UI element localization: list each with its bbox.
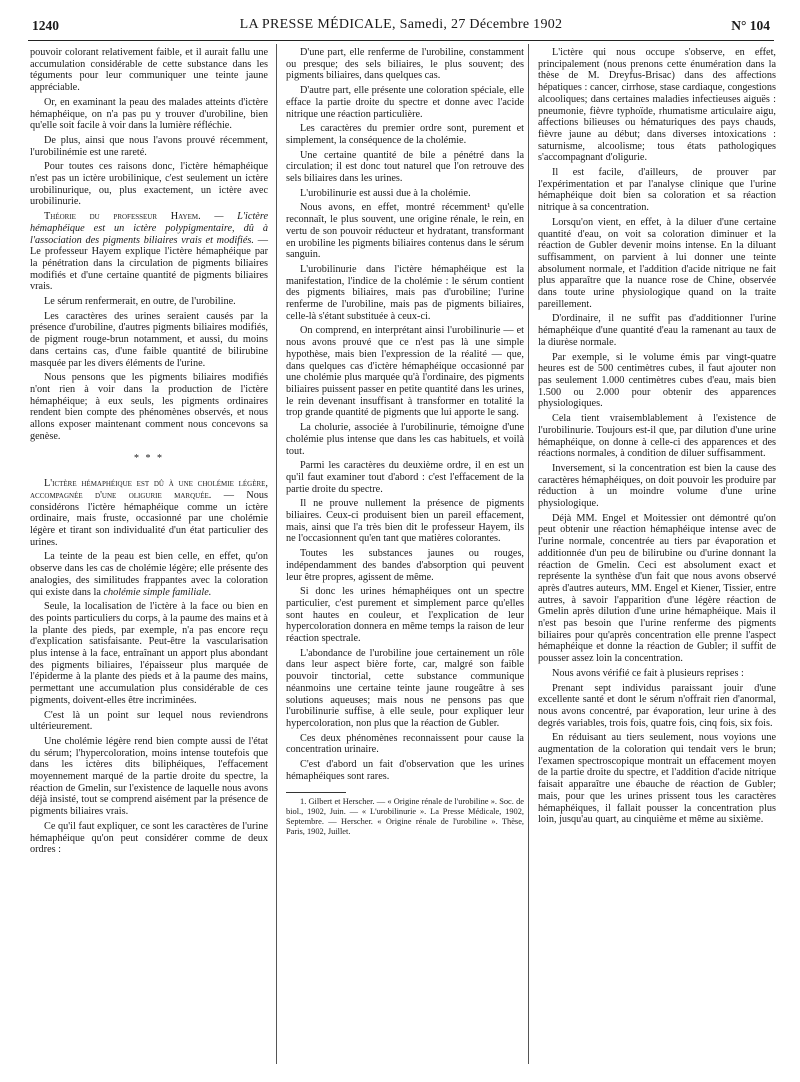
paragraph: La cholurie, associée à l'urobilinurie, témoigne d'une cholémie plus intense que dans les cas habituels, et voilà tout. <box>286 422 524 457</box>
paragraph: Les caractères des urines seraient causés par la présence d'urobiline, d'autres pigments biliaires modifiés, de pigment rouge-brun notamment, et aussi, du moins dans certains cas, d'une faible quantité de bilirubine masquée par les divers éléments de l'urine. <box>30 310 268 369</box>
paragraph: L'urobilinurie dans l'ictère hémaphéique est la manifestation, l'indice de la cholémie : le sérum contient des pigments biliaires, mais pas d'urobiline; l'urine renferme de l'urobiline, mais pas de pigments biliaires, celle-là s'étant substituée à ceux-ci. <box>286 263 524 322</box>
paragraph: Or, en examinant la peau des malades atteints d'ictère hémaphéique, on n'a pas pu y trouver d'urobiline, bien qu'elle soit facile à voir dans la lumière réfléchie. <box>30 96 268 132</box>
paragraph: Par exemple, si le volume émis par vingt-quatre heures est de 500 centimètres cubes, il faut ajouter non pas seulement 1.000 centimètres cubes d'eau, mais bien 1.500 ou 2.000 pour obtenir des apparences physiologiques. <box>538 351 776 410</box>
section-hayem <box>30 211 268 293</box>
section-heading: L'ictère hémaphéique est dû à une cholémie légère, accompagnée d'une oligurie marquée. <box>30 478 268 501</box>
paragraph: Cela tient vraisemblablement à l'existence de l'urobilinurie. Toujours est-il que, par dilution d'une urine hémaphéique, on donne à celle-ci des apparences et des réactions normales, à condition de diluer suffisamment. <box>538 413 776 460</box>
section-heading: Théorie du professeur Hayem. <box>44 211 201 223</box>
paragraph: Il est facile, d'ailleurs, de prouver par l'expérimentation et par l'analyse clinique que l'urine hémaphéique doit bien sa coloration et sa réaction nitrique à sa concentration. <box>538 167 776 214</box>
paragraph: D'une part, elle renferme de l'urobiline, constamment ou presque; des sels biliaires, le plus souvent; des pigments biliaires, dans quelques cas. <box>286 47 524 82</box>
column-2 <box>286 47 524 840</box>
paragraph: Ces deux phénomènes reconnaissent pour cause la concentration urinaire. <box>286 732 524 756</box>
paragraph: D'ordinaire, il ne suffit pas d'additionner l'urine hémaphéique d'une quantité d'eau la ramenant au taux de la diurèse normale. <box>538 313 776 348</box>
paragraph: C'est d'abord un fait d'observation que les urines hémaphéiques sont rares. <box>286 759 524 782</box>
paragraph: Les caractères du premier ordre sont, purement et simplement, la conséquence de la cholémie. <box>286 123 524 146</box>
section-thesis: — L'ictère hémaphéique est un ictère polypigmentaire, dû à l'association des pigments biliaires vrais et modifiés. <box>30 211 268 246</box>
paragraph: C'est là un point sur lequel nous reviendrons ultérieurement. <box>30 709 268 733</box>
paragraph: Lorsqu'on vient, en effet, à la diluer d'une certaine quantité d'eau, on voit sa coloration diminuer et la réaction de Gubler devenir moins intense. En la diluant suffisamment, on parvient à lui donner une teinte absolument normale, et l'addition d'acide nitrique ne fait plus apparaître que la nuance rose de Chine, observée dans toute urine physiologique quand on la traite pareillement. <box>538 216 776 310</box>
section-cholemie <box>30 478 268 548</box>
section-text: — Nous considérons l'ictère hémaphéique comme un ictère ordinaire, mais fruste, occasionné par une cholémie légère et tirant son individualité d'un état particulier des urines. <box>30 489 268 548</box>
paragraph <box>30 551 268 598</box>
footnote: 1. Gilbert et Herscher. — « Origine rénale de l'urobiline ». Soc. de biol., 1902, Juin. — « L'urobilinurie ». La Presse Médicale, 1902, Septembre. — Herscher. « Origine rénale de l'urobiline ». Thèse, Paris, 1902, Juillet. <box>286 797 524 836</box>
paragraph: L'ictère qui nous occupe s'observe, en effet, principalement (nous prenons cette énumération dans la thèse de M. Dreyfus-Brisac) dans des affections hépatiques : cancer, cirrhose, stase cardiaque, congestions alcooliques; dans certaines maladies infectieuses aiguës : pneumonie, fièvre typhoïde, rhumatisme articulaire aigu, affections bilieuses ou hématuriques des pays chauds, fièvre jaune au début; dans diverses intoxications : saturnisme, alcoolisme; tous états pathologiques s'accompagnant d'oligurie. <box>538 47 776 164</box>
paragraph: Il ne prouve nullement la présence de pigments biliaires. Ceux-ci produisent bien un pareil effacement, mais, ainsi que l'a très bien dit le professeur Hayem, ils ne l'occasionnent qu'en tant que matières colorantes. <box>286 498 524 545</box>
paragraph: L'abondance de l'urobiline joue certainement un rôle dans leur aspect bière forte, car, malgré son faible pouvoir tinctorial, cette substance communique néanmoins une certaine teinte jaune rougeâtre à ses solutions aqueuses; mais nous ne pensons pas que l'urobilinurie suffise, à elle seule, pour expliquer leur hypercoloration, non plus que la réaction de Gubler. <box>286 647 524 729</box>
paragraph: En réduisant au tiers seulement, nous voyions une augmentation de la coloration qui tendait vers le brun; l'examen spectroscopique montrait un effacement moyen de la partie droite du spectre, et l'addition d'acide nitrique faisait apparaître une ébauche de réaction de Gubler; mais, pour que les urines prissent tous les caractères hémaphéiques, il fallait pousser la concentration plus loin, jusqu'au quart, au cinquième et même au sixième. <box>538 732 776 826</box>
paragraph: Prenant sept individus paraissant jouir d'une excellente santé et dont le sérum n'offrait rien d'anormal, nous avons concentré, par évaporation, leur urine à des degrés variables, trois fois, quatre fois, cinq fois, six fois. <box>538 682 776 729</box>
paragraph: pouvoir colorant relativement faible, et il aurait fallu une accumulation considérable de cette substance dans les téguments pour leur communiquer une teinte jaune appréciable. <box>30 47 268 94</box>
paragraph: Toutes les substances jaunes ou rouges, indépendamment des bandes d'absorption qui peuvent leur être propres, agissent de même. <box>286 548 524 583</box>
paragraph: Si donc les urines hémaphéiques ont un spectre particulier, c'est purement et simplement parce qu'elles sont hautes en couleur, et l'explication de leur hypercoloration donnera en même temps la raison de leur réaction spectrale. <box>286 586 524 645</box>
section-separator: * * * <box>134 452 164 464</box>
section-text: — Le professeur Hayem explique l'ictère hémaphéique par la pénétration dans la circulation de pigments biliaires modifiés et d'une certaine quantité de pigments biliaires vrais. <box>30 234 268 293</box>
paragraph: Déjà MM. Engel et Moitessier ont démontré qu'on peut obtenir une réaction hémaphéique intense avec de l'urine normale, concentrée au tiers par évaporation et additionnée d'un peu de bilirubine ou d'urine donnant la réaction de Gmelin. Ceci est absolument exact et représente la synthèse d'un fait que nous avons observé après d'autres auteurs, MM. Engel et Kiener, Tissier, entre autres, à savoir l'apparition d'une légère réaction de Gmelin après dilution d'une urine hémaphéique. Mais il n'est pas besoin que l'urine renferme des pigments biliaires pour qu'après concentration elle prenne l'aspect hémaphéique et donne la réaction de Gubler; il suffit de pousser assez loin la concentration. <box>538 512 776 665</box>
column-divider <box>528 44 529 1064</box>
paragraph: De plus, ainsi que nous l'avons prouvé récemment, l'urobilinémie est une rareté. <box>30 134 268 158</box>
paragraph: L'urobilinurie est aussi due à la cholémie. <box>300 187 471 199</box>
paragraph-text: La teinte de la peau est bien celle, en effet, qu'on observe dans les cas de cholémie légère; elle présente des analogies, des similitudes frappantes avec la coloration qui existe dans la <box>30 551 268 598</box>
emphasis: cholémie simple familiale. <box>103 586 212 598</box>
column-divider <box>276 44 277 1064</box>
page-header <box>28 14 774 41</box>
paragraph: Une cholémie légère rend bien compte aussi de l'état du sérum; l'hypercoloration, moins intense toutefois que dans les ictères dits biliphéiques, l'effacement moyennement marqué de la partie droite du spectre, la réaction de Gmelin, sur l'existence de laquelle nous avons déjà insisté, tout se comprend aisément par la présence de pigments biliaires vrais. <box>30 735 268 818</box>
paragraph: Nous pensons que les pigments biliaires modifiés n'ont rien à voir dans la production de l'ictère hémaphéique; à eux seuls, les pigments ordinaires rendent bien compte des phénomènes observés, et nous allons exposer maintenant comment nous concevons sa genèse. <box>30 372 268 442</box>
paragraph: Pour toutes ces raisons donc, l'ictère hémaphéique n'est pas un ictère urobilinique, c'est seulement un ictère urobilinurique, ou, plus exactement, un ictère avec urobilinurie. <box>30 161 268 208</box>
column-1 <box>30 47 268 859</box>
paragraph: Le sérum renfermerait, en outre, de l'urobiline. <box>44 296 236 308</box>
footnote-rule <box>286 792 346 793</box>
paragraph: D'autre part, elle présente une coloration spéciale, elle efface la partie droite du spectre et donne avec l'acide nitrique une réaction particulière. <box>286 85 524 120</box>
column-3 <box>538 47 776 829</box>
paragraph: On comprend, en interprétant ainsi l'urobilinurie — et nous avons prouvé que ce n'est pas là une simple hypothèse, mais bien l'expression de la réalité — que, dans quelques cas d'ictère hémaphéique occasionné par une cholémie plus marquée qu'à l'ordinaire, des pigments biliaires puissent passer en petite quantité dans les urines, le rein devenant insuffisant à transformer en totalité la trop grande quantité de pigments que lui apporte le sang. <box>286 325 524 419</box>
paragraph: Seule, la localisation de l'ictère à la face ou bien en des points particuliers du corps, à la paume des mains et à la plante des pieds, par exemple, n'a pas encore reçu d'explication satisfaisante. Peut-être la vascularisation plus intense à la face, entraînant un apport plus abondant des pigments biliaires, l'épaisseur plus marquée de l'épiderme à la plante des pieds et à la paume des mains, permettant une accumulation plus considérable de ces pigments, doivent-elles être incriminées. <box>30 601 268 706</box>
paragraph: Nous avons vérifié ce fait à plusieurs reprises : <box>552 667 744 679</box>
page-number: 1240 <box>32 18 59 33</box>
journal-title: LA PRESSE MÉDICALE, Samedi, 27 Décembre 1902 <box>239 17 563 32</box>
paragraph: Nous avons, en effet, montré récemment¹ qu'elle reconnaît, le plus souvent, une origine rénale, le rein, en vertu de son pouvoir réducteur et hydratant, transformant en urobiline les pigments biliaires contenus dans le sérum sanguin. <box>286 202 524 261</box>
issue-number: N° 104 <box>731 18 770 33</box>
paragraph: Inversement, si la concentration est bien la cause des caractères hémaphéiques, on doit pouvoir les produire par réduction à un moindre volume d'une urine physiologique. <box>538 462 776 510</box>
paragraph: Parmi les caractères du deuxième ordre, il en est un qu'il faut examiner tout d'abord : c'est l'effacement de la partie droite du spectre. <box>286 460 524 495</box>
paragraph: Ce qu'il faut expliquer, ce sont les caractères de l'urine hémaphéique qu'on peut considérer comme de deux ordres : <box>30 820 268 856</box>
paragraph: Une certaine quantité de bile a pénétré dans la circulation; il est donc tout naturel que l'on retrouve des sels biliaires dans les urines. <box>286 149 524 185</box>
